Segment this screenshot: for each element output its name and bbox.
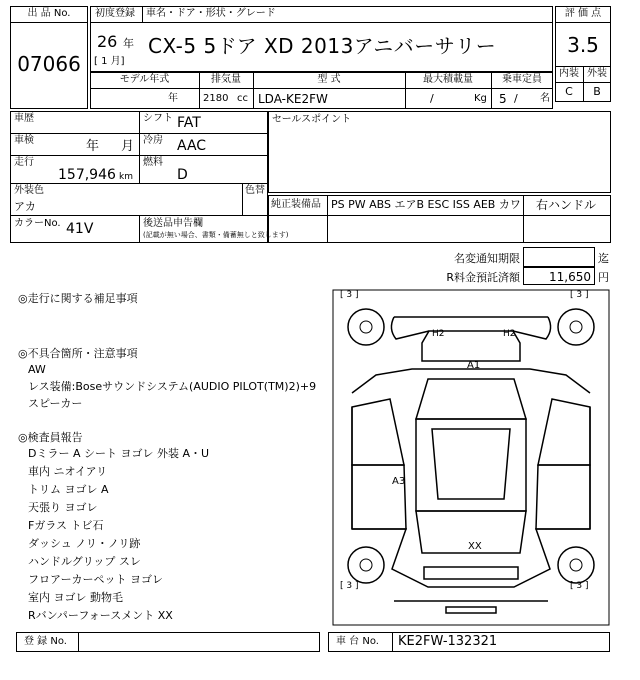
name-change-deadline-box <box>523 247 595 267</box>
model-year-label: モデル年式 <box>119 74 170 85</box>
inspector-item: 天張り ヨゴレ <box>28 501 98 514</box>
color-number: 41V <box>66 221 94 237</box>
aftermarket-label: 後送品申告欄 <box>143 218 203 229</box>
inspector-item: フロアーカーペット ヨゴレ <box>28 573 163 586</box>
chassis-number-label: 車 台 No. <box>336 636 379 647</box>
exterior-grade: B <box>593 85 601 98</box>
ac: AAC <box>177 138 207 154</box>
shift: FAT <box>177 115 201 131</box>
capacity-label: 乗車定員 <box>502 74 542 85</box>
displacement: 2180 <box>203 93 229 104</box>
rear-bumper-plate <box>446 607 496 613</box>
equipment-label: 純正装備品 <box>271 199 321 210</box>
color-change-label: 色替 <box>245 185 265 196</box>
defect-item: レス装備:Boseサウンドシステム(AUDIO PILOT(TM)2)+9 <box>28 380 317 393</box>
defect-item: スピーカー <box>28 397 83 410</box>
model-type: LDA-KE2FW <box>258 92 328 106</box>
model-year-unit: 年 <box>168 93 178 104</box>
wheel-front-right <box>558 309 594 345</box>
first-registration-year: 26 <box>97 32 118 51</box>
tire-tread-front-left: [ 3 ] <box>340 290 359 300</box>
score: 3.5 <box>567 33 599 57</box>
exterior-color: アカ <box>14 200 36 213</box>
exterior-color-label: 外装色 <box>14 185 44 196</box>
recycle-fee-unit: 円 <box>598 271 609 284</box>
damage-mark: H2 <box>503 329 516 339</box>
year-unit: 年 <box>123 37 134 50</box>
exterior-label: 外装 <box>587 68 607 79</box>
steering-side: 右ハンドル <box>536 198 597 212</box>
recycle-fee-amount: 11,650 <box>549 270 591 284</box>
score-label: 評 価 点 <box>564 8 602 19</box>
fuel: D <box>177 167 188 183</box>
inspection-month-unit: 月 <box>121 139 135 154</box>
tire-tread-front-right: [ 3 ] <box>570 290 589 300</box>
name-change-deadline-unit: 迄 <box>598 252 609 265</box>
vehicle-name-label: 車名・ドア・形状・グレード <box>146 8 276 19</box>
first-registration-month: [ 1 月] <box>94 56 125 67</box>
equipment-list: PS PW ABS エアB ESC ISS AEB カワ <box>331 198 521 211</box>
inspection-label: 車検 <box>14 135 34 146</box>
interior-grade: C <box>565 85 573 98</box>
interior-label: 内装 <box>559 68 579 79</box>
damage-mark: H2 <box>432 329 445 339</box>
ac-label: 冷房 <box>143 135 163 146</box>
shift-label: シフト <box>143 113 173 124</box>
sales-point-label: セールスポイント <box>272 114 352 125</box>
wheel-rear-left <box>348 547 384 583</box>
history-label: 車歴 <box>14 113 34 124</box>
inspector-item: Fガラス トビ石 <box>28 519 104 532</box>
capacity: 5 <box>499 92 507 106</box>
displacement-unit: cc <box>237 93 248 104</box>
inspector-item: Dミラー A シート ヨゴレ 外装 A・U <box>28 447 210 460</box>
inspector-item: ハンドルグリップ スレ <box>28 555 141 568</box>
inspector-report-title: ◎検査員報告 <box>18 431 83 444</box>
model-type-label: 型 式 <box>317 74 341 85</box>
name-change-deadline-label: 名変通知期限 <box>454 252 520 265</box>
tire-tread-rear-left: [ 3 ] <box>340 581 359 591</box>
max-load-unit: Kg <box>474 93 487 104</box>
defect-item: AW <box>28 363 46 376</box>
color-number-label: カラーNo. <box>14 218 61 229</box>
inspector-item: ダッシュ ノリ・ノリ跡 <box>28 537 141 550</box>
chassis-number: KE2FW-132321 <box>398 634 498 649</box>
damage-mark: XX <box>468 541 482 552</box>
wheel-rear-right <box>558 547 594 583</box>
recycle-fee-label: R料金預託済額 <box>446 271 520 284</box>
max-load: / <box>430 92 434 105</box>
first-registration-label: 初度登録 <box>95 8 135 19</box>
tire-tread-rear-right: [ 3 ] <box>570 581 589 591</box>
mileage: 157,946 <box>58 167 116 183</box>
inspector-item: 車内 ニオイアリ <box>28 465 108 478</box>
inspection-year-unit: 年 <box>86 139 100 154</box>
defects-title: ◎不具合箇所・注意事項 <box>18 347 138 360</box>
damage-mark: A1 <box>467 360 481 371</box>
inspector-item: 室内 ヨゴレ 動物毛 <box>28 591 123 604</box>
damage-mark: A3 <box>392 476 406 487</box>
registration-number-label: 登 録 No. <box>24 636 67 647</box>
inspector-item: Rバンパーフォースメント XX <box>28 609 173 622</box>
inspector-item: トリム ヨゴレ A <box>28 483 109 496</box>
fuel-label: 燃料 <box>143 157 163 168</box>
lot-number-label: 出 品 No. <box>27 8 71 19</box>
car-condition-diagram <box>332 289 610 626</box>
wheel-front-left <box>348 309 384 345</box>
car-name: CX-5 5ドア XD 2013アニバーサリー <box>148 34 497 58</box>
capacity-separator: / <box>514 92 518 105</box>
mileage-unit: km <box>119 172 133 182</box>
mileage-label: 走行 <box>14 157 34 168</box>
lot-number: 07066 <box>17 52 81 76</box>
driving-supplement-title: ◎走行に関する補足事項 <box>18 292 138 305</box>
displacement-label: 排気量 <box>211 74 241 85</box>
capacity-unit: 名 <box>540 93 550 104</box>
max-load-label: 最大積載量 <box>423 74 473 85</box>
aftermarket-note: (記載が無い場合、書類・備蓄無しと致します) <box>143 231 289 239</box>
